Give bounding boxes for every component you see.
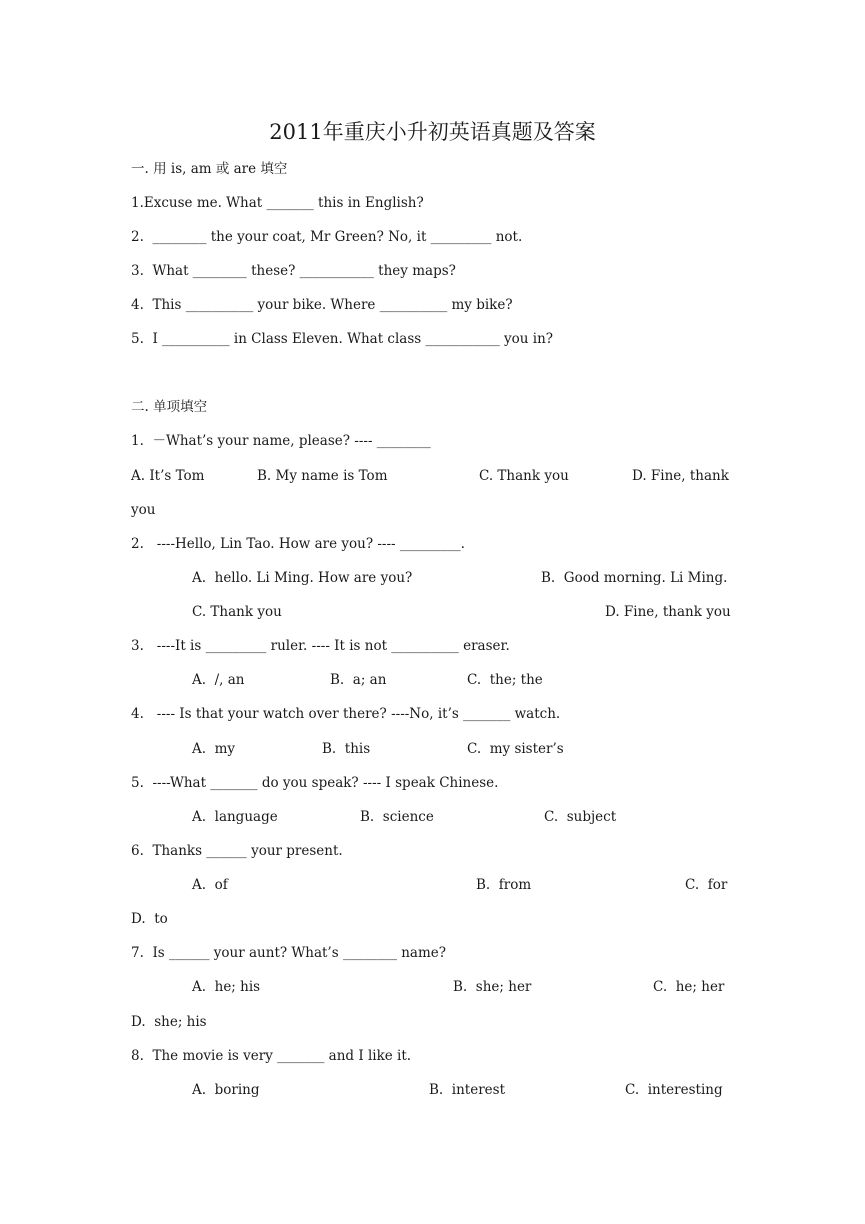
q6-option-b: B. from: [476, 877, 532, 893]
q1-option-c: C. Thank you: [479, 468, 569, 484]
q7-option-b: B. she; her: [453, 979, 532, 995]
q6-option-c: C. for: [685, 877, 728, 893]
q1-option-b: B. My name is Tom: [257, 468, 388, 484]
q4-option-b: B. this: [322, 741, 371, 757]
q7-option-a: A. he; his: [192, 979, 261, 995]
q3-option-c: C. the; the: [467, 672, 543, 688]
q3-stem: 3. ----It is _________ ruler. ---- It is not __________ eraser.: [131, 638, 510, 654]
q5-option-c: C. subject: [544, 809, 617, 825]
q1-stem: 1. －What’s your name, please? ---- ________: [131, 433, 431, 449]
q2-option-d: D. Fine, thank you: [605, 604, 731, 620]
part1-item-3: 3. What ________ these? ___________ they maps?: [131, 263, 456, 279]
q7-stem: 7. Is ______ your aunt? What’s ________ name?: [131, 945, 447, 961]
q6-stem: 6. Thanks ______ your present.: [131, 843, 343, 859]
q3-option-b: B. a; an: [330, 672, 387, 688]
q8-option-c: C. interesting: [625, 1082, 723, 1098]
q2-stem: 2. ----Hello, Lin Tao. How are you? ---- _________.: [131, 536, 465, 552]
q4-stem: 4. ---- Is that your watch over there? ----No, it’s _______ watch.: [131, 706, 561, 722]
q5-stem: 5. ----What _______ do you speak? ---- I speak Chinese.: [131, 775, 499, 791]
q2-option-b: B. Good morning. Li Ming.: [541, 570, 728, 586]
part1-item-2: 2. ________ the your coat, Mr Green? No, it _________ not.: [131, 229, 523, 245]
part1-item-5: 5. I __________ in Class Eleven. What class ___________ you in?: [131, 331, 554, 347]
q3-option-a: A. /, an: [192, 672, 245, 688]
q4-option-a: A. my: [192, 741, 236, 757]
q6-option-a: A. of: [192, 877, 228, 893]
q8-stem: 8. The movie is very _______ and I like it.: [131, 1048, 412, 1064]
q1-option-a: A. It’s Tom: [131, 468, 205, 484]
part2-heading: 二. 单项填空: [131, 399, 208, 415]
q7-option-d: D. she; his: [131, 1014, 207, 1030]
q8-option-a: A. boring: [192, 1082, 260, 1098]
q8-option-b: B. interest: [429, 1082, 506, 1098]
part1-item-1: 1.Excuse me. What _______ this in English?: [131, 195, 424, 211]
q1-option-d: D. Fine, thank: [632, 468, 729, 484]
q4-option-c: C. my sister’s: [467, 741, 564, 757]
q5-option-b: B. science: [360, 809, 434, 825]
part1-item-4: 4. This __________ your bike. Where __________ my bike?: [131, 297, 513, 313]
q7-option-c: C. he; her: [653, 979, 725, 995]
q5-option-a: A. language: [192, 809, 278, 825]
page-title: 2011年重庆小升初英语真题及答案: [269, 120, 596, 144]
part1-heading: 一. 用 is, am 或 are 填空: [131, 161, 288, 177]
q6-option-d: D. to: [131, 911, 168, 927]
q2-option-a: A. hello. Li Ming. How are you?: [192, 570, 413, 586]
q1-option-d-cont: you: [131, 502, 156, 518]
q2-option-c: C. Thank you: [192, 604, 282, 620]
